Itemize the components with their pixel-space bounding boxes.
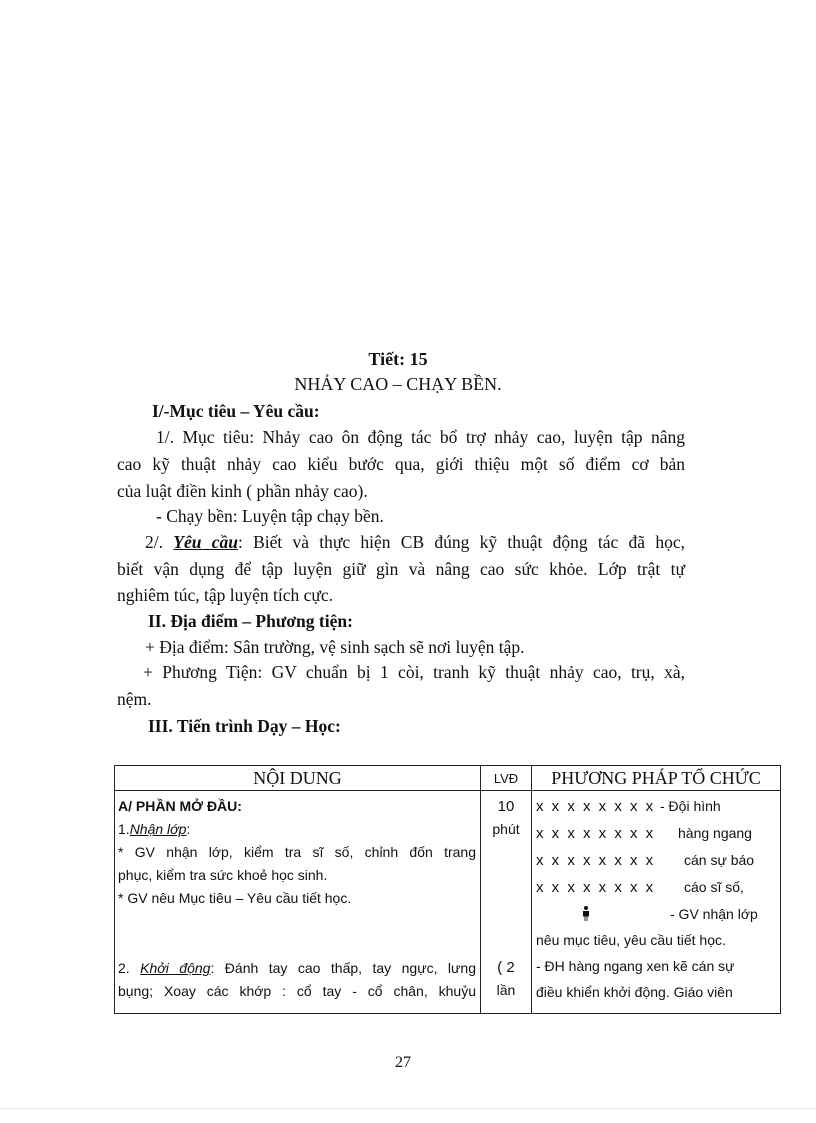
formation-row: x x x x x x x x - Đội hình (536, 798, 721, 815)
table-header-row (115, 766, 781, 791)
lesson-plan-table (114, 765, 781, 1014)
item-label: Nhận lớp (129, 821, 187, 837)
item-heading: 1.Nhận lớp: (118, 821, 191, 837)
goal-line: 1/. Mục tiêu: Nhảy cao ôn động tác bổ trợ nhảy cao, luyện tập nâng (156, 427, 685, 447)
requirement-label: Yêu cầu (173, 532, 238, 552)
reps-value: ( 2 (497, 959, 515, 976)
equipment-line: nệm. (117, 689, 152, 709)
content-line: bụng; Xoay các khớp : cổ tay - cổ chân, khuỷu (118, 983, 476, 999)
page-edge-line (0, 1108, 816, 1109)
time-value: 10 (497, 798, 515, 815)
time-unit: phút (492, 821, 520, 837)
formation-row: x x x x x x x x cáo sĩ số, (536, 879, 744, 896)
header-method: PHƯƠNG PHÁP TỔ CHỨC (532, 766, 781, 791)
objectives-heading: I/-Mục tiêu – Yêu cầu: (152, 401, 320, 421)
requirement-line (145, 532, 685, 553)
content-line: * GV nhận lớp, kiểm tra sĩ số, chỉnh đốn trang (118, 844, 476, 860)
load-cell (481, 791, 532, 1014)
requirement-line: biết vận dụng để tập luyện giữ gìn và nâng cao sức khỏe. Lớp trật tự (117, 559, 685, 579)
lesson-title: NHẢY CAO – CHẠY BỀN. (294, 374, 502, 394)
item-label: Khởi động (140, 960, 211, 976)
equipment-line: + Phương Tiện: GV chuẩn bị 1 còi, tranh kỹ thuật nhảy cao, trụ, xà, (143, 662, 685, 682)
content-cell (115, 791, 481, 1014)
formation-row: x x x x x x x x hàng ngang (536, 825, 752, 842)
formation-row: x x x x x x x x cán sự báo (536, 852, 755, 869)
item-heading: 2. Khởi động: Đánh tay cao thấp, tay ngực, lưng (118, 960, 476, 976)
requirement-text: : Biết và thực hiện CB đúng kỹ thuật động tác đã học, (237, 532, 685, 552)
goal-line: - Chạy bền: Luyện tập chạy bền. (156, 506, 384, 526)
goal-line: của luật điền kinh ( phần nhảy cao). (117, 481, 368, 501)
lesson-number: Tiết: 15 (368, 349, 428, 369)
procedure-heading: III. Tiến trình Dạy – Học: (148, 716, 341, 736)
method-line: - ĐH hàng ngang xen kẽ cán sự (536, 958, 735, 974)
requirement-prefix: 2/. (145, 532, 174, 552)
header-load: LVĐ (481, 766, 532, 791)
teacher-row: - GV nhận lớp (536, 901, 778, 927)
location-heading: II. Địa điểm – Phương tiện: (148, 611, 353, 631)
content-line: phục, kiểm tra sức khoẻ học sinh. (118, 867, 328, 883)
table-row (115, 791, 781, 1014)
teacher-icon (582, 906, 590, 921)
part-title: A/ PHẦN MỞ ĐẦU: (118, 798, 242, 814)
page-number: 27 (395, 1054, 411, 1071)
reps-unit: lần (496, 982, 516, 998)
content-line: * GV nêu Mục tiêu – Yêu cầu tiết học. (118, 890, 352, 906)
goal-line: cao kỹ thuật nhảy cao kiểu bước qua, giới thiệu một số điểm cơ bản (117, 454, 685, 474)
method-cell (532, 791, 781, 1014)
location-line: + Địa điểm: Sân trường, vệ sinh sạch sẽ nơi luyện tập. (145, 637, 525, 657)
method-line: điều khiển khởi động. Giáo viên (536, 984, 733, 1000)
header-content: NỘI DUNG (115, 766, 481, 791)
requirement-line: nghiêm túc, tập luyện tích cực. (117, 585, 334, 605)
method-line: nêu mục tiêu, yêu cầu tiết học. (536, 932, 726, 948)
